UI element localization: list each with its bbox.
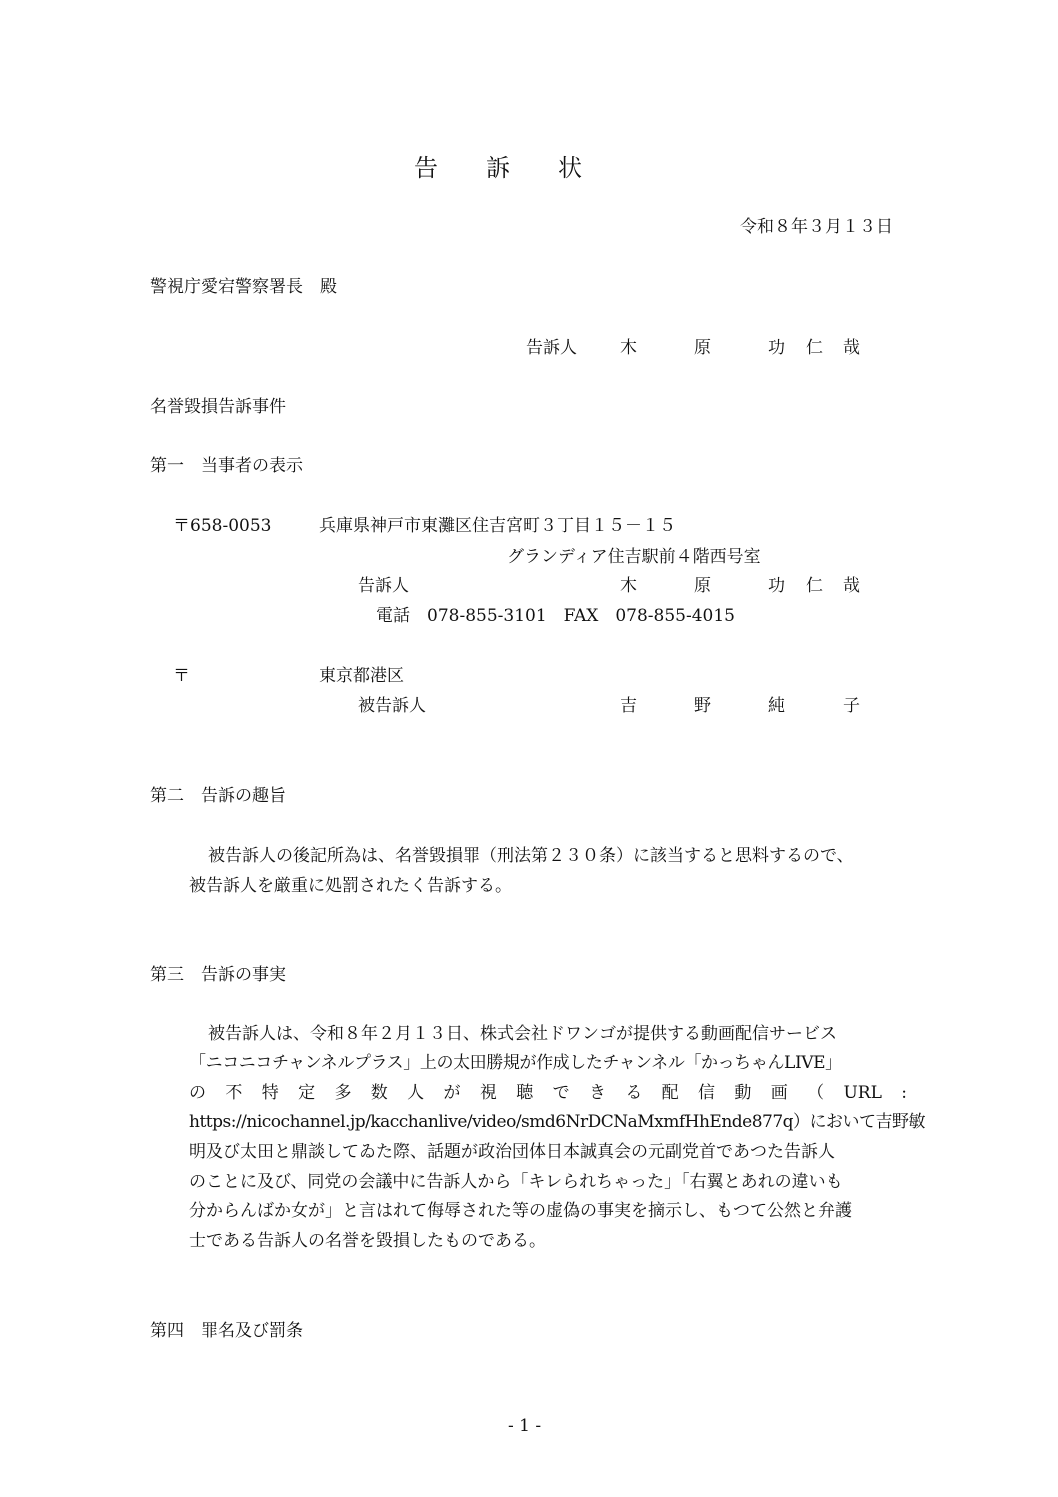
spaced-word: 定: [298, 1083, 316, 1103]
complainant-name-char: 哉: [843, 338, 860, 358]
complainant-name-char: 木: [620, 338, 637, 358]
section3-line: 分からんばか女が」と言はれて侮辱された等の虚偽の事実を摘示し、もつて公然と弁護: [189, 1201, 852, 1221]
spaced-word: 画: [770, 1083, 788, 1103]
spaced-word: る: [625, 1083, 643, 1103]
section3-heading: 第三 告訴の事実: [150, 965, 286, 985]
complainant-address-line2: グランディア住吉駅前４階西号室: [507, 547, 761, 567]
spaced-word: :: [901, 1083, 907, 1103]
spaced-word: 配: [661, 1083, 679, 1103]
complainant-label: 告訴人: [526, 338, 577, 358]
spaced-word: 多: [334, 1083, 352, 1103]
spaced-word: 不: [225, 1083, 243, 1103]
section3-line: のことに及び、同党の会議中に告訴人から「キレられちゃった」「右翼とあれの違いも: [189, 1172, 843, 1192]
document-date: 令和８年３月１３日: [740, 217, 893, 237]
spaced-word: の: [189, 1083, 206, 1103]
accused-name-char: 子: [843, 696, 860, 716]
section3-line: https://nicochannel.jp/kacchanlive/video/smd6NrDCNaMxmfHhEnde877q）において吉野敏: [189, 1112, 926, 1132]
accused-postal-code: 〒: [173, 666, 190, 686]
accused-address: 東京都港区: [319, 666, 404, 686]
spaced-word: 視: [479, 1083, 497, 1103]
accused-name-char: 吉: [620, 696, 637, 716]
addressee: 警視庁愛宕警察署長 殿: [150, 277, 337, 297]
section3-line: 士である告訴人の名誉を毀損したものである。: [189, 1231, 546, 1251]
spaced-word: （: [807, 1083, 825, 1103]
spaced-word: URL: [843, 1083, 882, 1103]
spaced-word: 信: [698, 1083, 716, 1103]
spaced-word: 聴: [516, 1083, 534, 1103]
accused-name-char: 純: [768, 696, 785, 716]
document-title: [414, 154, 630, 182]
section2-line: 被告訴人の後記所為は、名誉毀損罪（刑法第２３０条）に該当すると思料するので、: [208, 846, 854, 866]
section2-line: 被告訴人を厳重に処罰されたく告訴する。: [189, 876, 512, 896]
accused-party-label: 被告訴人: [358, 696, 426, 716]
case-name: 名誉毀損告訴事件: [150, 397, 286, 417]
spaced-word: 特: [261, 1083, 279, 1103]
spaced-word: が: [443, 1083, 461, 1103]
accused-name-char: 野: [694, 696, 711, 716]
title-char: 訴: [486, 154, 510, 182]
section3-line: 「ニコニコチャンネルプラス」上の太田勝規が作成したチャンネル「かっちゃんLIVE」: [189, 1053, 842, 1073]
title-char: 状: [558, 154, 582, 182]
section2-heading: 第二 告訴の趣旨: [150, 786, 286, 806]
page-number: - 1 -: [508, 1416, 542, 1436]
complainant-address-line1: 兵庫県神戸市東灘区住吉宮町３丁目１５－１５: [319, 516, 676, 536]
spaced-word: 数: [370, 1083, 388, 1103]
spaced-word: き: [588, 1083, 606, 1103]
complainant-name-char: 仁: [806, 338, 823, 358]
spaced-word: 人: [407, 1083, 425, 1103]
complainant-party-name-char: 功: [768, 576, 785, 596]
complainant-party-name-char: 木: [620, 576, 637, 596]
spaced-word: 動: [734, 1083, 752, 1103]
complainant-party-name-char: 原: [694, 576, 711, 596]
title-char: 告: [414, 154, 438, 182]
complainant-party-name-char: 仁: [806, 576, 823, 596]
complainant-name-char: 原: [694, 338, 711, 358]
complainant-party-name-char: 哉: [843, 576, 860, 596]
complainant-party-label: 告訴人: [358, 576, 409, 596]
complainant-postal-code: 〒658-0053: [173, 516, 272, 536]
section4-heading: 第四 罪名及び罰条: [150, 1321, 303, 1341]
section3-justified-line: [189, 1083, 907, 1103]
spaced-word: で: [552, 1083, 570, 1103]
complainant-phone-fax: 電話 078-855-3101 FAX 078-855-4015: [376, 606, 735, 626]
section3-line: 明及び太田と鼎談してゐた際、話題が政治団体日本誠真会の元副党首であつた告訴人: [189, 1142, 835, 1162]
section1-heading: 第一 当事者の表示: [150, 456, 303, 476]
section3-line: 被告訴人は、令和８年２月１３日、株式会社ドワンゴが提供する動画配信サービス: [208, 1024, 837, 1044]
complainant-name-char: 功: [768, 338, 785, 358]
